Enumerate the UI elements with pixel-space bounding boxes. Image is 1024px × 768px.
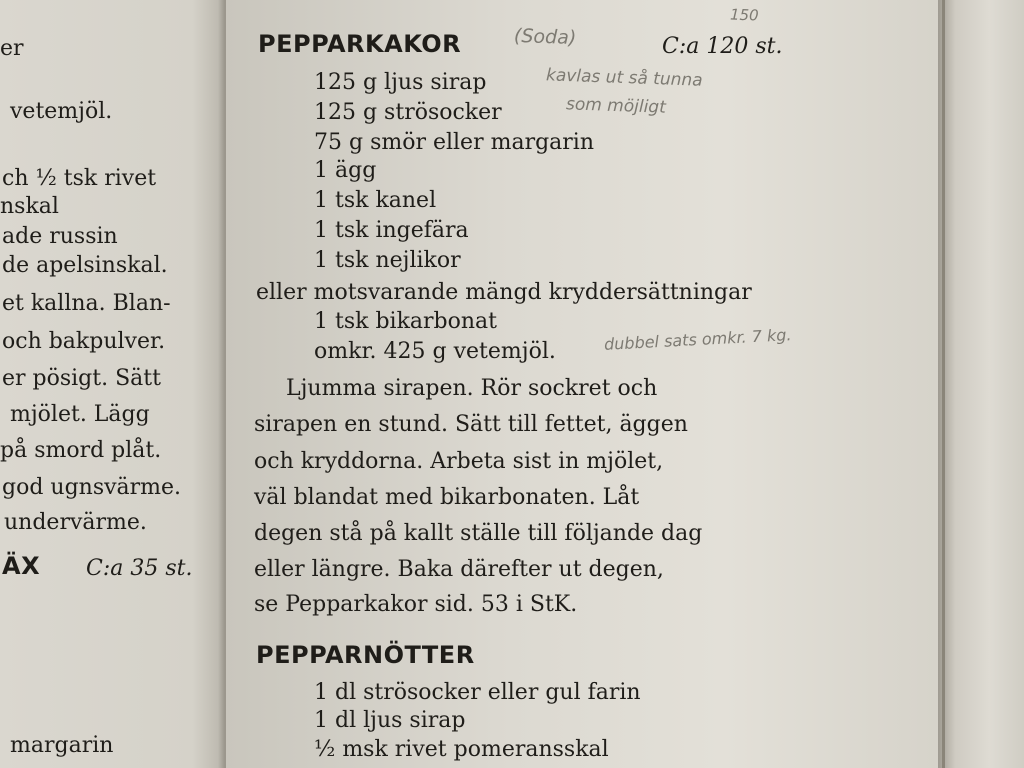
ingredient-line: 1 tsk ingefära: [314, 218, 469, 243]
handwritten-count: 150: [729, 5, 759, 25]
left-text-line: de apelsinskal.: [2, 253, 168, 278]
handwritten-note: kavlas ut så tunna: [545, 65, 703, 91]
left-text-line: er pösigt. Sätt: [2, 366, 161, 391]
ingredient-line: 75 g smör eller margarin: [314, 130, 595, 155]
page-edge: [938, 0, 1024, 768]
ingredient-line: 1 tsk bikarbonat: [314, 309, 497, 334]
handwritten-note: dubbel sats omkr. 7 kg.: [603, 325, 792, 354]
left-text-line: et kallna. Blan-: [2, 291, 171, 316]
left-text-line: vetemjöl.: [10, 99, 113, 124]
ingredient-line: 1 tsk kanel: [314, 188, 437, 213]
ingredient-line: 125 g strösocker: [314, 100, 502, 125]
left-text-line: margarin: [10, 733, 114, 758]
ingredient-line: 1 dl ljus sirap: [314, 708, 466, 733]
page-binding: [942, 0, 945, 768]
left-text-line: er: [0, 36, 24, 61]
method-line: eller längre. Baka därefter ut degen,: [254, 557, 664, 582]
method-line: se Pepparkakor sid. 53 i StK.: [254, 592, 578, 617]
method-line: degen stå på kallt ställe till följande dag: [254, 521, 703, 546]
left-page: [0, 0, 226, 768]
left-text-line: mjölet. Lägg: [10, 402, 150, 427]
left-text-line: ade russin: [2, 224, 118, 249]
method-line: och kryddorna. Arbeta sist in mjölet,: [254, 449, 664, 474]
ingredient-line: omkr. 425 g vetemjöl.: [314, 339, 556, 364]
method-line: väl blandat med bikarbonaten. Låt: [254, 485, 640, 510]
recipe-yield: C:a 120 st.: [662, 34, 783, 59]
handwritten-note: som möjligt: [565, 94, 667, 118]
left-text-line: och bakpulver.: [2, 329, 166, 354]
method-line: sirapen en stund. Sätt till fettet, äggen: [254, 412, 688, 437]
left-text-line: på smord plåt.: [0, 438, 162, 463]
right-page: [226, 0, 938, 768]
handwritten-soda: (Soda): [513, 24, 577, 50]
method-line: Ljumma sirapen. Rör sockret och: [286, 376, 658, 401]
left-text-line: nskal: [0, 194, 59, 219]
left-heading-yield: C:a 35 st.: [86, 556, 193, 581]
left-text-line: ch ½ tsk rivet: [2, 166, 157, 191]
ingredient-line: 1 ägg: [314, 158, 377, 183]
ingredient-line: ½ msk rivet pomeransskal: [314, 737, 609, 762]
left-text-line: undervärme.: [4, 510, 147, 535]
left-heading: ÄX: [2, 552, 41, 580]
recipe-title: PEPPARNÖTTER: [256, 641, 475, 669]
ingredient-line: eller motsvarande mängd kryddersättningar: [256, 280, 752, 305]
ingredient-line: 125 g ljus sirap: [314, 70, 487, 95]
ingredient-line: 1 tsk nejlikor: [314, 248, 461, 273]
ingredient-line: 1 dl strösocker eller gul farin: [314, 680, 641, 705]
left-text-line: god ugnsvärme.: [2, 475, 182, 500]
recipe-title: PEPPARKAKOR: [258, 30, 462, 58]
